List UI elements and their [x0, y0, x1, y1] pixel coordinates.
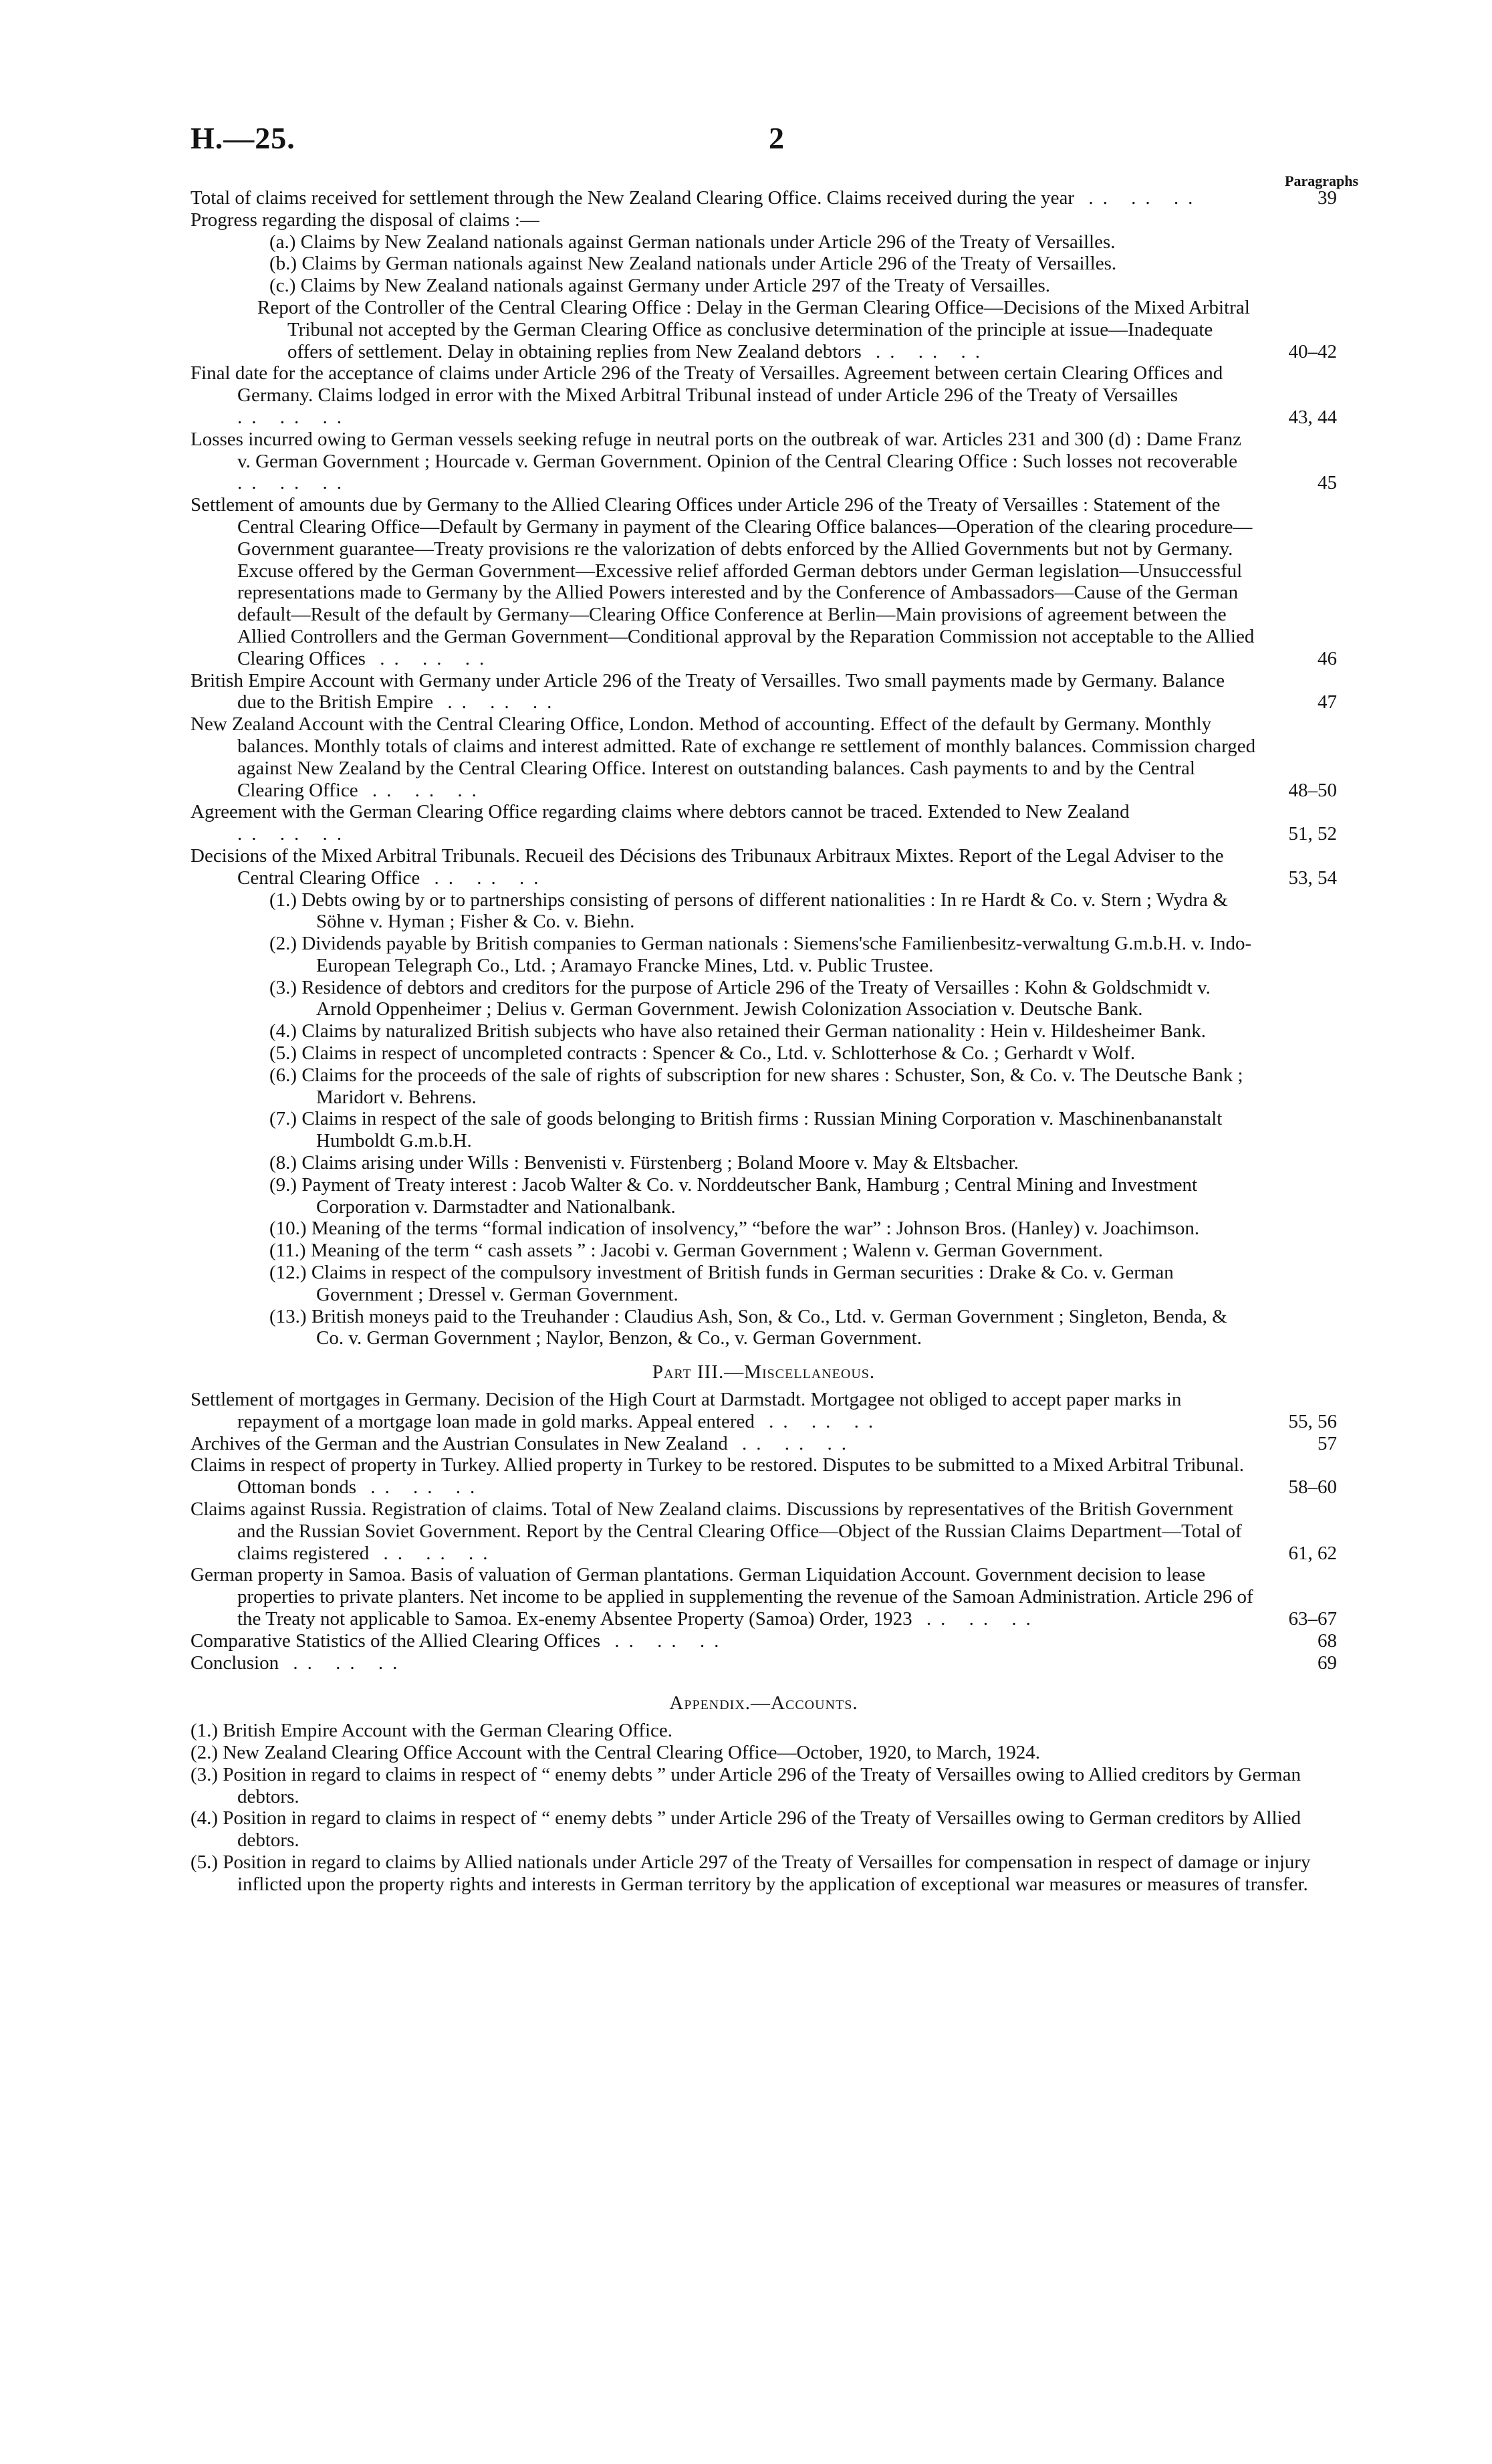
list-item: (1.) Debts owing by or to partnerships consisting of persons of different nationalities : In re Hardt & Co. v. Stern ; Wydra & Söhne v. Hyman ; Fisher & Co. v. Biehn.: [269, 889, 1228, 933]
toc-entry-text: Comparative Statistics of the Allied Clearing Offices: [191, 1630, 601, 1652]
toc-entry-text: Losses incurred owing to German vessels seeking refuge in neutral ports on the outbreak of war. Articles 231 and 300 (d) : Dame Franz v. German Government ; Hourcade v. German Government. Opinion of the Central Clearing Office : Such losses not recoverable: [191, 428, 1242, 472]
toc-entry-paragraph: 53, 54: [1288, 867, 1337, 889]
appendix-items: [191, 1720, 1337, 1895]
leader-dots: .. .. ..: [279, 1652, 407, 1674]
toc-entry: [191, 670, 1337, 714]
toc-entry-text: New Zealand Account with the Central Clearing Office, London. Method of accounting. Effect of the default by Germany. Monthly balances. Monthly totals of claims and interest admitted. Rate of exchange re settlement of monthly balances. Commission charged against New Zealand by the Central Clearing Office. Interest on outstanding balances. Cash payments to and by the Central Clearing Office: [191, 713, 1256, 801]
list-item: (13.) British moneys paid to the Treuhander : Claudius Ash, Son, & Co., Ltd. v. German Government ; Singleton, Benda, & Co. v. German Government ; Naylor, Benzon, & Co., v. German Government.: [269, 1305, 1227, 1349]
toc-entry: [191, 209, 1337, 231]
toc-entry-text: Progress regarding the disposal of claims :—: [191, 209, 539, 231]
toc-entry-paragraph: 46: [1318, 647, 1337, 669]
toc-entry-paragraph: 63–67: [1288, 1608, 1337, 1630]
toc-entry: [191, 1652, 1337, 1674]
toc-entry: [191, 1389, 1337, 1433]
toc-entry-paragraph: 51, 52: [1288, 823, 1337, 845]
list-item: (5.) Position in regard to claims by Allied nationals under Article 297 of the Treaty of Versailles for compensation in respect of damage or injury inflicted upon the property rights and interests in German territory by the application of exceptional war measures or measures of transfer.: [191, 1851, 1311, 1895]
document-code: H.—25.: [191, 121, 295, 155]
leader-dots: .. .. ..: [356, 1476, 485, 1498]
toc-entry-text: Archives of the German and the Austrian Consulates in New Zealand: [191, 1432, 728, 1454]
toc-entry-paragraph: 58–60: [1288, 1476, 1337, 1498]
leader-dots: .. .. ..: [237, 823, 351, 845]
leader-dots: .. .. ..: [237, 406, 351, 428]
appendix-title: Appendix.—Accounts.: [669, 1692, 858, 1714]
toc-entry: [191, 801, 1337, 845]
toc-entry-text: Settlement of mortgages in Germany. Decision of the High Court at Darmstadt. Mortgagee not obliged to accept paper marks in repayment of a mortgage loan made in gold marks. Appeal entered: [191, 1389, 1182, 1432]
list-item: (10.) Meaning of the terms “formal indication of insolvency,” “before the war” : Johnson Bros. (Hanley) v. Joachimson.: [269, 1218, 1200, 1240]
leader-dots: .. .. ..: [727, 1432, 856, 1454]
toc-entry-text: Decisions of the Mixed Arbitral Tribunals. Recueil des Décisions des Tribunaux Arbitraux Mixtes. Report of the Legal Adviser to the Central Clearing Office: [191, 845, 1224, 889]
list-item: (3.) Position in regard to claims in respect of “ enemy debts ” under Article 296 of the Treaty of Versailles owing to Allied creditors by German debtors.: [191, 1763, 1301, 1807]
leader-dots: .. .. ..: [358, 779, 486, 801]
toc-entry-paragraph: 55, 56: [1288, 1410, 1337, 1432]
list-item: (1.) British Empire Account with the German Clearing Office.: [191, 1720, 673, 1742]
toc-entry-text: Final date for the acceptance of claims under Article 296 of the Treaty of Versailles. Agreement between certain Clearing Offices and Germany. Claims lodged in error with the Mixed Arbitral Tribunal instead of under Article 296 of the Treaty of Versailles: [191, 362, 1223, 407]
toc-entry: [191, 1630, 1337, 1652]
progress-items: [191, 231, 1337, 297]
list-item: (4.) Claims by naturalized British subjects who have also retained their German nationality : Hein v. Hildesheimer Bank.: [269, 1020, 1207, 1042]
toc-entry-text: German property in Samoa. Basis of valuation of German plantations. German Liquidation Account. Government decision to lease properties to private planters. Net income to be applied in supplementing the revenue of the Samoan Administration. Article 296 of the Treaty not applicable to Samoa. Ex-enemy Absentee Property (Samoa) Order, 1923: [191, 1564, 1253, 1630]
decisions-list: [191, 889, 1337, 1350]
toc-entry: [191, 1564, 1337, 1630]
list-item: (9.) Payment of Treaty interest : Jacob Walter & Co. v. Norddeutscher Bank, Hamburg ; Central Mining and Investment Corporation v. Darmstadter and Nationalbank.: [269, 1173, 1198, 1218]
toc-entry-paragraph: 48–50: [1288, 779, 1337, 801]
list-item: (a.) Claims by New Zealand nationals against German nationals under Article 296 of the Treaty of Versailles.: [269, 231, 1116, 253]
leader-dots: .. .. ..: [1074, 187, 1203, 209]
list-item: (12.) Claims in respect of the compulsory investment of British funds in German securities : Drake & Co. v. German Government ; Dressel v. German Government.: [269, 1262, 1174, 1305]
toc-entry-text: British Empire Account with Germany under Article 296 of the Treaty of Versailles. Two small payments made by Germany. Balance due to the British Empire: [191, 669, 1225, 713]
list-item: (8.) Claims arising under Wills : Benvenisti v. Fürstenberg ; Boland Moore v. May & Eltsbacher.: [269, 1152, 1019, 1174]
toc-entry-paragraph: 43, 44: [1288, 406, 1337, 428]
leader-dots: .. .. ..: [754, 1410, 883, 1432]
toc-entry-text: Settlement of amounts due by Germany to the Allied Clearing Offices under Article 296 of the Treaty of Versailles : Statement of the Central Clearing Office—Default by Germany in payment of the Clearing Office balances—Operation of the clearing procedure—Government guarantee—Treaty provisions re the valorization of debts enforced by the Allied Governments but not by Germany. Excuse offered by the German Government—Excessive relief afforded German debtors under German legislation—Unsuccessful representations made to Germany by the Allied Powers interested and by the Conference of Ambassadors—Cause of the German default—Result of the default by Germany—Clearing Office Conference at Berlin—Main provisions of agreement between the Allied Controllers and the German Government—Conditional approval by the Reparation Commission not acceptable to the Allied Clearing Offices: [191, 494, 1255, 669]
toc-entry: [191, 362, 1337, 428]
list-item: (3.) Residence of debtors and creditors for the purpose of Article 296 of the Treaty of Versailles : Kohn & Goldschmidt v. Arnold Oppenheimer ; Delius v. German Government. Jewish Colonization Association v. Deutsche Bank.: [269, 976, 1211, 1020]
toc-entry-text: Report of the Controller of the Central Clearing Office : Delay in the German Clearing Office—Decisions of the Mixed Arbitral Tribunal not accepted by the German Clearing Office as conclusive determination of the principle at issue—Inadequate offers of settlement. Delay in obtaining replies from New Zealand debtors: [257, 296, 1250, 362]
toc-entry-paragraph: 68: [1318, 1630, 1337, 1652]
list-item: (11.) Meaning of the term “ cash assets ” : Jacobi v. German Government ; Walenn v. German Government.: [269, 1240, 1103, 1262]
leader-dots: .. .. ..: [369, 1542, 497, 1564]
toc-entry-paragraph: 40–42: [1288, 340, 1337, 362]
leader-dots: .. .. ..: [912, 1608, 1040, 1630]
leader-dots: .. .. ..: [861, 340, 989, 362]
toc-section-part2: [191, 187, 1337, 231]
toc-entry: [191, 494, 1337, 669]
toc-entry: [191, 1433, 1337, 1455]
list-item: (6.) Claims for the proceeds of the sale of rights of subscription for new shares : Schuster, Son, & Co. v. The Deutsche Bank ; Maridort v. Behrens.: [269, 1064, 1243, 1108]
toc-entry-paragraph: 39: [1318, 187, 1337, 209]
toc-entry-text: Agreement with the German Clearing Office regarding claims where debtors cannot be traced. Extended to New Zealand: [191, 801, 1130, 823]
leader-dots: .. .. ..: [600, 1630, 729, 1652]
list-item: (7.) Claims in respect of the sale of goods belonging to British firms : Russian Mining Corporation v. Maschinenbananstalt Humboldt G.m.b.H.: [269, 1108, 1223, 1152]
toc-section-part2-cont: [191, 297, 1337, 889]
list-item: (5.) Claims in respect of uncompleted contracts : Spencer & Co., Ltd. v. Schlotterhose & Co. ; Gerhardt v Wolf.: [269, 1042, 1136, 1065]
toc-entry-paragraph: 45: [1318, 472, 1337, 494]
paragraphs-heading: Paragraphs: [1285, 173, 1358, 189]
toc-entry: [191, 1498, 1337, 1564]
toc-entry: [191, 1454, 1337, 1498]
toc-entry-paragraph: 69: [1318, 1652, 1337, 1674]
toc-entry: [191, 429, 1337, 494]
toc-entry-text: Claims against Russia. Registration of claims. Total of New Zealand claims. Discussions by representatives of the British Government and the Russian Soviet Government. Report by the Central Clearing Office—Object of the Russian Claims Department—Total of claims registered: [191, 1498, 1242, 1564]
leader-dots: .. .. ..: [433, 691, 562, 713]
toc-entry-text: Claims in respect of property in Turkey. Allied property in Turkey to be restored. Disputes to be submitted to a Mixed Arbitral Tribunal. Ottoman bonds: [191, 1454, 1245, 1498]
toc-entry-text: Conclusion: [191, 1652, 279, 1674]
toc-entry-paragraph: 61, 62: [1288, 1542, 1337, 1564]
list-item: (2.) New Zealand Clearing Office Account with the Central Clearing Office—October, 1920, to March, 1924.: [191, 1741, 1040, 1763]
page-number: 2: [769, 121, 785, 155]
list-item: (2.) Dividends payable by British companies to German nationals : Siemens'sche Familienbesitz-verwaltung G.m.b.H. v. Indo-European Telegraph Co., Ltd. ; Aramayo Francke Mines, Ltd. v. Public Trustee.: [269, 933, 1252, 976]
list-item: (b.) Claims by German nationals against New Zealand nationals under Article 296 of the Treaty of Versailles.: [269, 253, 1117, 275]
toc-entry-paragraph: 57: [1318, 1432, 1337, 1454]
toc-entry: [191, 297, 1337, 362]
toc-entry-text: Total of claims received for settlement through the New Zealand Clearing Office. Claims received during the year: [191, 187, 1075, 209]
leader-dots: .. .. ..: [365, 647, 494, 669]
toc-entry: [191, 713, 1337, 801]
list-item: (c.) Claims by New Zealand nationals against Germany under Article 297 of the Treaty of Versailles.: [269, 275, 1051, 297]
table-of-contents: [191, 187, 1337, 1896]
list-item: (4.) Position in regard to claims in respect of “ enemy debts ” under Article 296 of the Treaty of Versailles owing to German creditors by Allied debtors.: [191, 1807, 1301, 1852]
toc-entry-paragraph: 47: [1318, 691, 1337, 713]
part3-title: Part III.—Miscellaneous.: [652, 1361, 876, 1383]
leader-dots: .. .. ..: [237, 472, 351, 494]
toc-entry: [191, 845, 1337, 889]
part3-entries: [191, 1389, 1337, 1674]
toc-entry: [191, 187, 1337, 209]
leader-dots: .. .. ..: [420, 867, 548, 889]
